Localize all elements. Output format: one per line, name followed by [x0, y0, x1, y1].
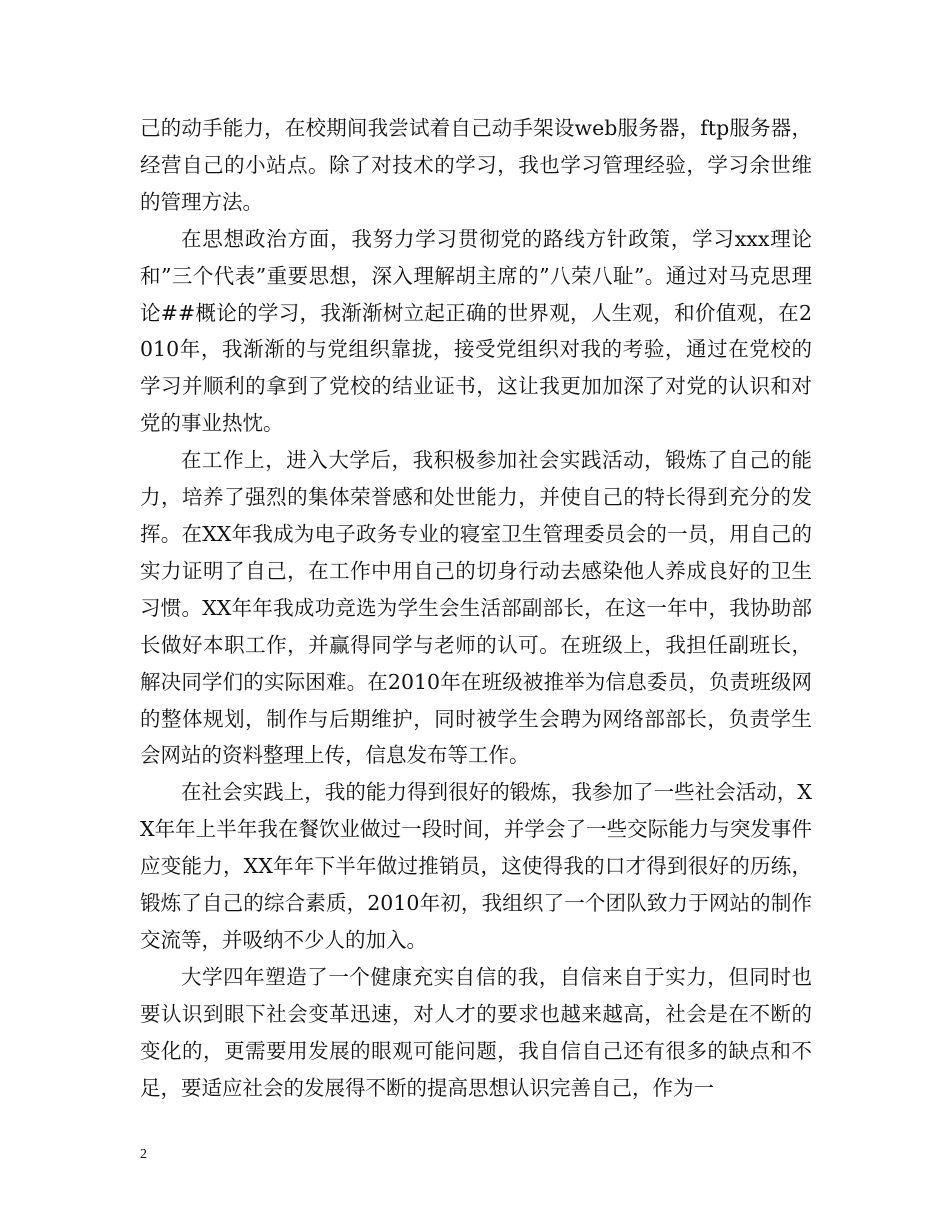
paragraph-5: 大学四年塑造了一个健康充实自信的我，自信来自于实力，但同时也要认识到眼下社会变革迅速，对人才的要求也越来越高，社会是在不断的变化的，更需要用发展的眼观可能问题，我自信自己还有很多的缺点和不足，要适应社会的发展得不断的提高思想认识完善自己，作为一	[140, 964, 812, 1100]
paragraph-2: 在思想政治方面，我努力学习贯彻党的路线方针政策，学习xxx理论和”三个代表”重要思想，深入理解胡主席的”八荣八耻”。通过对马克思理论##概论的学习，我渐渐树立起正确的世界观，人生观，和价值观，在2010年，我渐渐的与党组织靠拢，接受党组织对我的考验，通过在党校的学习并顺利的拿到了党校的结业证书，这让我更加加深了对党的认识和对党的事业热忱。	[140, 226, 812, 436]
document-body	[140, 110, 812, 1106]
page-number: 2	[140, 1147, 147, 1162]
paragraph-4: 在社会实践上，我的能力得到很好的锻炼，我参加了一些社会活动，XX年年上半年我在餐饮业做过一段时间，并学会了一些交际能力与突发事件应变能力，XX年年下半年做过推销员，这使得我的口才得到很好的历练，锻炼了自己的综合素质，2010年初，我组织了一个团队致力于网站的制作交流等，并吸纳不少人的加入。	[140, 780, 812, 952]
paragraph-1: 己的动手能力，在校期间我尝试着自己动手架设web服务器，ftp服务器，经营自己的小站点。除了对技术的学习，我也学习管理经验，学习余世维的管理方法。	[140, 116, 812, 214]
paragraph-3: 在工作上，进入大学后，我积极参加社会实践活动，锻炼了自己的能力，培养了强烈的集体荣誉感和处世能力，并使自己的特长得到充分的发挥。在XX年我成为电子政务专业的寝室卫生管理委员会的一员，用自己的实力证明了自己，在工作中用自己的切身行动去感染他人养成良好的卫生习惯。XX年年我成功竞选为学生会生活部副部长，在这一年中，我协助部长做好本职工作，并赢得同学与老师的认可。在班级上，我担任副班长，解决同学们的实际困难。在2010年在班级被推举为信息委员，负责班级网的整体规划，制作与后期维护，同时被学生会聘为网络部部长，负责学生会网站的资料整理上传，信息发布等工作。	[140, 448, 812, 768]
